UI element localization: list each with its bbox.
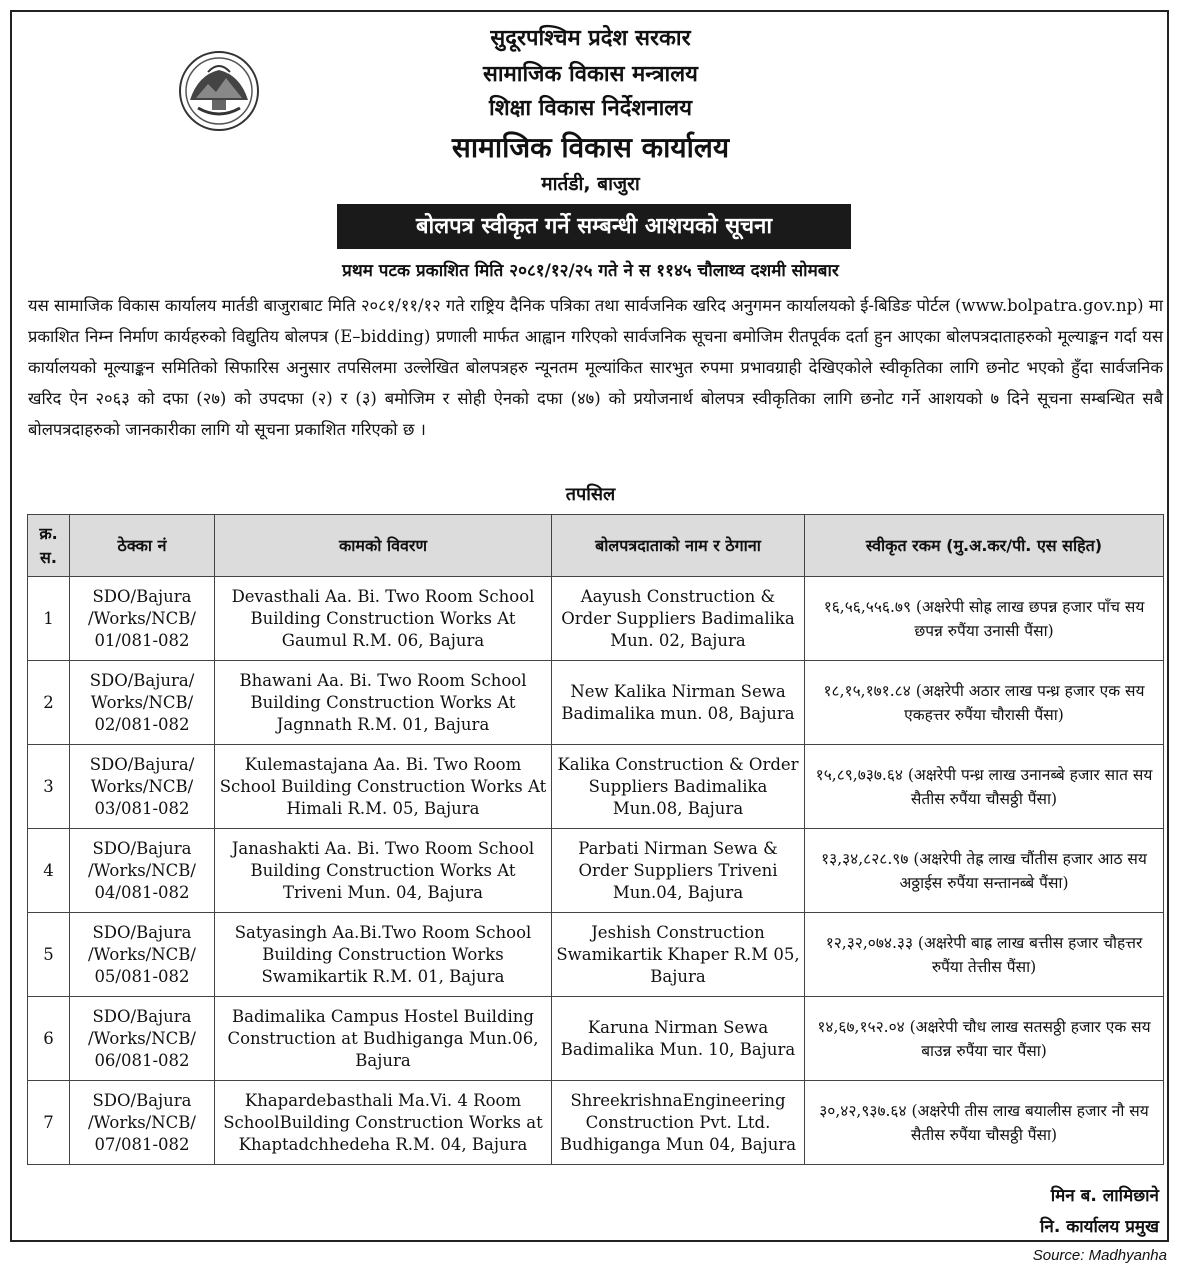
source-credit: Source: Madhyanha xyxy=(1032,1247,1167,1264)
table-row xyxy=(28,829,1164,913)
table-row xyxy=(28,661,1164,745)
row-contract: SDO/Bajura /Works/NCB/ 04/081-082 xyxy=(70,829,215,913)
table-row xyxy=(28,577,1164,661)
notice-title-banner: बोलपत्र स्वीकृत गर्ने सम्बन्धी आशयको सूचना xyxy=(337,204,851,249)
approved-bids-table xyxy=(27,514,1164,1165)
row-work: Badimalika Campus Hostel Building Construction at Budhiganga Mun.06, Bajura xyxy=(215,997,552,1081)
signatory-title: नि. कार्यालय प्रमुख xyxy=(1040,1217,1159,1237)
row-amount: १२,३२,०७४.३३ (अक्षरेपी बाह्र लाख बत्तीस हजार चौहत्तर रुपैंया तेत्तीस पैंसा) xyxy=(805,913,1164,997)
row-work: Bhawani Aa. Bi. Two Room School Building Construction Works At Jagnnath R.M. 01, Bajura xyxy=(215,661,552,745)
row-work: Satyasingh Aa.Bi.Two Room School Building Construction Works Swamikartik R.M. 01, Bajura xyxy=(215,913,552,997)
row-bidder: Kalika Construction & Order Suppliers Badimalika Mun.08, Bajura xyxy=(552,745,805,829)
row-sn: 7 xyxy=(28,1081,70,1165)
row-bidder: Jeshish Construction Swamikartik Khaper R.M 05, Bajura xyxy=(552,913,805,997)
row-amount: १५,८९,७३७.६४ (अक्षरेपी पन्ध्र लाख उनानब्बे हजार सात सय सैतीस रुपैंया चौसठ्ठी पैंसा) xyxy=(805,745,1164,829)
notice-body-paragraph: यस सामाजिक विकास कार्यालय मार्तडी बाजुराबाट मिति २०८१/११/१२ गते राष्ट्रिय दैनिक पत्रिका तथा सार्वजनिक खरिद अनुगमन कार्यालयको ई-बिडिङ पोर्टल (www.bolpatra.gov.np) मा प्रकाशित निम्न निर्माण कार्यहरुको विद्युतिय बोलपत्र (E–bidding) प्रणाली मार्फत आह्वान गरिएको सार्वजनिक सूचना बमोजिम रीतपूर्वक दर्ता हुन आएका बोलपत्रदाताहरुको मूल्याङ्कन गर्दा यस कार्यालयको मूल्याङ्कन समितिको सिफारिस अनुसार तपसिलमा उल्लेखित बोलपत्रहरु न्यूनतम मूल्यांकित सारभुत रुपमा प्रभावग्राही देखिएकोले स्वीकृतिका लागि छनोट भएको हुँदा सार्वजनिक खरिद ऐन २०६३ को दफा (२७) को उपदफा (२) र (३) बमोजिम र सोही ऐनको दफा (४७) को प्रयोजनार्थ बोलपत्र स्वीकृतिका लागि छनोट गर्ने आशयको ७ दिने सूचना सम्बन्धित सबै बोलपत्रदाहरुको जानकारीका लागि यो सूचना प्रकाशित गरिएको छ । xyxy=(28,296,1163,439)
table-row xyxy=(28,997,1164,1081)
table-row xyxy=(28,1081,1164,1165)
row-work: Janashakti Aa. Bi. Two Room School Building Construction Works At Triveni Mun. 04, Bajura xyxy=(215,829,552,913)
row-amount: १३,३४,८२८.९७ (अक्षरेपी तेह्र लाख चौंतीस हजार आठ सय अठ्ठाईस रुपैंया सन्तानब्बे पैंसा) xyxy=(805,829,1164,913)
header-location: मार्तडी, बाजुरा xyxy=(541,173,640,195)
header-ministry: सामाजिक विकास मन्त्रालय xyxy=(483,62,698,87)
header-work-description: कामको विवरण xyxy=(215,515,552,577)
table-row xyxy=(28,913,1164,997)
table-row xyxy=(28,745,1164,829)
row-bidder: Parbati Nirman Sewa & Order Suppliers Triveni Mun.04, Bajura xyxy=(552,829,805,913)
row-amount: ३०,४२,९३७.६४ (अक्षरेपी तीस लाख बयालीस हजार नौ सय सैतीस रुपैंया चौसठ्ठी पैंसा) xyxy=(805,1081,1164,1165)
row-contract: SDO/Bajura /Works/NCB/ 05/081-082 xyxy=(70,913,215,997)
header-office: सामाजिक विकास कार्यालय xyxy=(451,131,730,164)
row-contract: SDO/Bajura /Works/NCB/ 07/081-082 xyxy=(70,1081,215,1165)
row-sn: 6 xyxy=(28,997,70,1081)
row-work: Devasthali Aa. Bi. Two Room School Building Construction Works At Gaumul R.M. 06, Bajura xyxy=(215,577,552,661)
row-contract: SDO/Bajura/ Works/NCB/ 02/081-082 xyxy=(70,661,215,745)
header-directorate: शिक्षा विकास निर्देशनालय xyxy=(489,96,692,121)
row-sn: 5 xyxy=(28,913,70,997)
row-sn: 1 xyxy=(28,577,70,661)
row-sn: 4 xyxy=(28,829,70,913)
row-bidder: Aayush Construction & Order Suppliers Badimalika Mun. 02, Bajura xyxy=(552,577,805,661)
publication-date-line: प्रथम पटक प्रकाशित मिति २०८१/१२/२५ गते ने स ११४५ चौलाथ्व दशमी सोमबार xyxy=(342,261,839,281)
header-approved-amount: स्वीकृत रकम (मु.अ.कर/पी. एस सहित) xyxy=(805,515,1164,577)
header-sn: क्र. स. xyxy=(28,515,70,577)
signatory-name: मिन ब. लामिछाने xyxy=(1050,1186,1159,1206)
row-amount: १४,६७,१५२.०४ (अक्षरेपी चौध लाख सतसठ्ठी हजार एक सय बाउन्न रुपैंया चार पैंसा) xyxy=(805,997,1164,1081)
header-bidder: बोलपत्रदाताको नाम र ठेगाना xyxy=(552,515,805,577)
row-bidder: Karuna Nirman Sewa Badimalika Mun. 10, Bajura xyxy=(552,997,805,1081)
row-amount: १८,१५,१७१.८४ (अक्षरेपी अठार लाख पन्ध्र हजार एक सय एकहत्तर रुपैंया चौरासी पैंसा) xyxy=(805,661,1164,745)
row-contract: SDO/Bajura/ Works/NCB/ 03/081-082 xyxy=(70,745,215,829)
row-bidder: New Kalika Nirman Sewa Badimalika mun. 08, Bajura xyxy=(552,661,805,745)
row-contract: SDO/Bajura /Works/NCB/ 01/081-082 xyxy=(70,577,215,661)
row-sn: 2 xyxy=(28,661,70,745)
header-government: सुदूरपश्चिम प्रदेश सरकार xyxy=(490,26,691,51)
row-contract: SDO/Bajura /Works/NCB/ 06/081-082 xyxy=(70,997,215,1081)
row-sn: 3 xyxy=(28,745,70,829)
row-work: Khapardebasthali Ma.Vi. 4 Room SchoolBuilding Construction Works at Khaptadchhedeha R.M. 04, Bajura xyxy=(215,1081,552,1165)
row-amount: १६,५६,५५६.७९ (अक्षरेपी सोह्र लाख छपन्न हजार पाँच सय छपन्न रुपैंया उनासी पैंसा) xyxy=(805,577,1164,661)
row-work: Kulemastajana Aa. Bi. Two Room School Building Construction Works At Himali R.M. 05, Bajura xyxy=(215,745,552,829)
header-contract-no: ठेक्का नं xyxy=(70,515,215,577)
table-title: तपसिल xyxy=(565,484,616,505)
row-bidder: ShreekrishnaEngineering Construction Pvt. Ltd. Budhiganga Mun 04, Bajura xyxy=(552,1081,805,1165)
table-header-row xyxy=(28,515,1164,577)
